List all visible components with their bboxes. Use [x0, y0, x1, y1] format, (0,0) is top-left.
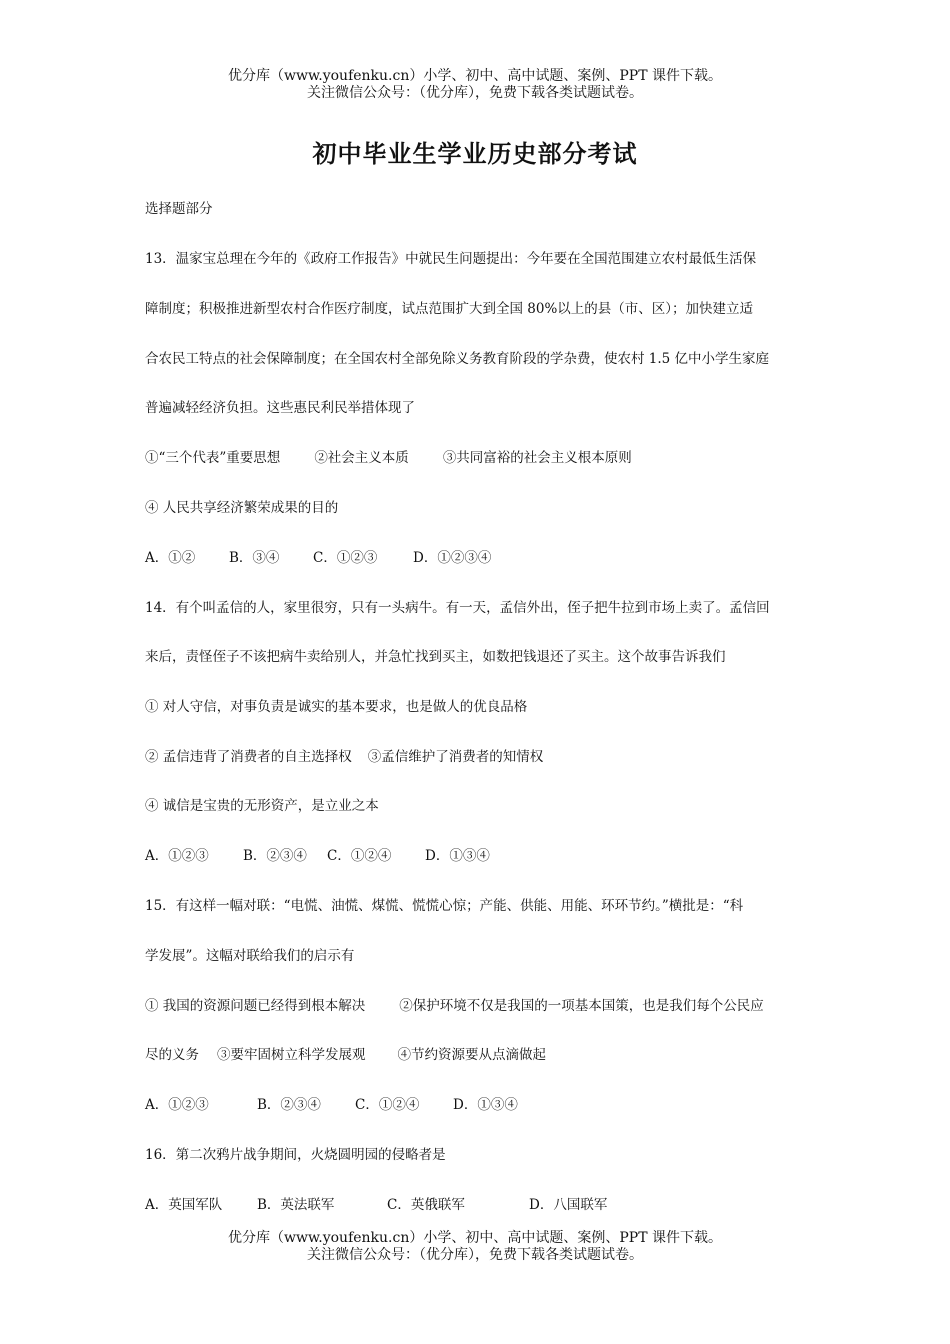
q15-option-2: ②保护环境不仅是我国的一项基本国策，也是我们每个公民应: [399, 998, 764, 1014]
q13-option-2: ②社会主义本质: [314, 450, 409, 466]
q15-option-4: ④节约资源要从点滴做起: [397, 1047, 546, 1063]
q13-options-row: [145, 449, 815, 467]
q13-stem-4: 普遍减轻经济负担。这些惠民利民举措体现了: [145, 400, 415, 416]
q14-option-4: ④ 诚信是宝贵的无形资产，是立业之本: [145, 798, 379, 814]
header-line-1: 优分库（www.youfenku.cn）小学、初中、高中试题、案例、PPT 课件下载。: [227, 68, 722, 84]
footer-line-2: 关注微信公众号：（优分库），免费下载各类试题试卷。: [307, 1247, 643, 1263]
q15-answer-d: D．①③④: [453, 1097, 518, 1113]
q13-answer-a: A．①②: [145, 550, 196, 566]
header-line-2: 关注微信公众号：（优分库），免费下载各类试题试卷。: [307, 85, 643, 101]
q14-options-row: [145, 748, 815, 766]
q13-option-4: ④ 人民共享经济繁荣成果的目的: [145, 500, 339, 516]
q14-stem-2: 来后，责怪侄子不该把病牛卖给别人，并急忙找到买主，如数把钱退还了买主。这个故事告诉我们: [145, 649, 726, 665]
q14-answer-c: C．①②④: [327, 848, 392, 864]
q16-answer-b: B．英法联军: [257, 1197, 335, 1213]
q16-answers: [145, 1196, 815, 1214]
q16-answer-a: A．英国军队: [145, 1197, 223, 1213]
q13-answers: [145, 549, 815, 567]
q13-stem-1: 13．温家宝总理在今年的《政府工作报告》中就民生问题提出：今年要在全国范围建立农村最低生活保: [145, 251, 757, 267]
q13-stem-2: 障制度；积极推进新型农村合作医疗制度，试点范围扩大到全国 80%以上的县（市、区）；加快建立适: [145, 301, 754, 317]
q16-answer-c: C．英俄联军: [387, 1197, 465, 1213]
q14-stem-1: 14．有个叫孟信的人，家里很穷，只有一头病牛。有一天，孟信外出，侄子把牛拉到市场上卖了。孟信回: [145, 600, 770, 616]
q14-answers: [145, 847, 815, 865]
q14-option-2: ② 孟信违背了消费者的自主选择权: [145, 749, 352, 765]
section-label: 选择题部分: [145, 201, 213, 217]
q16-stem-1: 16．第二次鸦片战争期间，火烧圆明园的侵略者是: [145, 1147, 446, 1163]
q13-option-1: ①“三个代表”重要思想: [145, 450, 281, 466]
q14-answer-a: A．①②③: [145, 848, 209, 864]
q15-option-2-cont: 尽的义务: [145, 1047, 199, 1063]
q16-answer-d: D．八国联军: [529, 1197, 608, 1213]
q15-answer-b: B．②③④: [257, 1097, 321, 1113]
q15-options-row-1: [145, 997, 815, 1015]
footer-line-1: 优分库（www.youfenku.cn）小学、初中、高中试题、案例、PPT 课件下载。: [227, 1230, 722, 1246]
q15-answers: [145, 1096, 815, 1114]
page-title: 初中毕业生学业历史部分考试: [312, 139, 638, 168]
q13-answer-b: B．③④: [229, 550, 280, 566]
q14-option-3: ③孟信维护了消费者的知情权: [367, 749, 544, 765]
q15-option-3: ③要牢固树立科学发展观: [217, 1047, 366, 1063]
q14-option-1: ① 对人守信，对事负责是诚实的基本要求，也是做人的优良品格: [145, 699, 528, 715]
q13-answer-d: D．①②③④: [413, 550, 492, 566]
header: [0, 68, 950, 102]
q13-stem-3: 合农民工特点的社会保障制度；在全国农村全部免除义务教育阶段的学杂费，使农村 1.5 亿中小学生家庭: [145, 351, 770, 367]
q15-answer-c: C．①②④: [355, 1097, 420, 1113]
q14-answer-b: B．②③④: [243, 848, 307, 864]
q15-stem-1: 15．有这样一幅对联：“电慌、油慌、煤慌、慌慌心惊；产能、供能、用能、环环节约。”横批是：“科: [145, 898, 744, 914]
q14-answer-d: D．①③④: [425, 848, 490, 864]
q15-options-row-2: [145, 1046, 815, 1064]
q13-option-3: ③共同富裕的社会主义根本原则: [442, 450, 632, 466]
q15-stem-2: 学发展”。这幅对联给我们的启示有: [145, 948, 355, 964]
q15-answer-a: A．①②③: [145, 1097, 209, 1113]
q13-answer-c: C．①②③: [313, 550, 378, 566]
q15-option-1: ① 我国的资源问题已经得到根本解决: [145, 998, 366, 1014]
footer: [0, 1230, 950, 1264]
